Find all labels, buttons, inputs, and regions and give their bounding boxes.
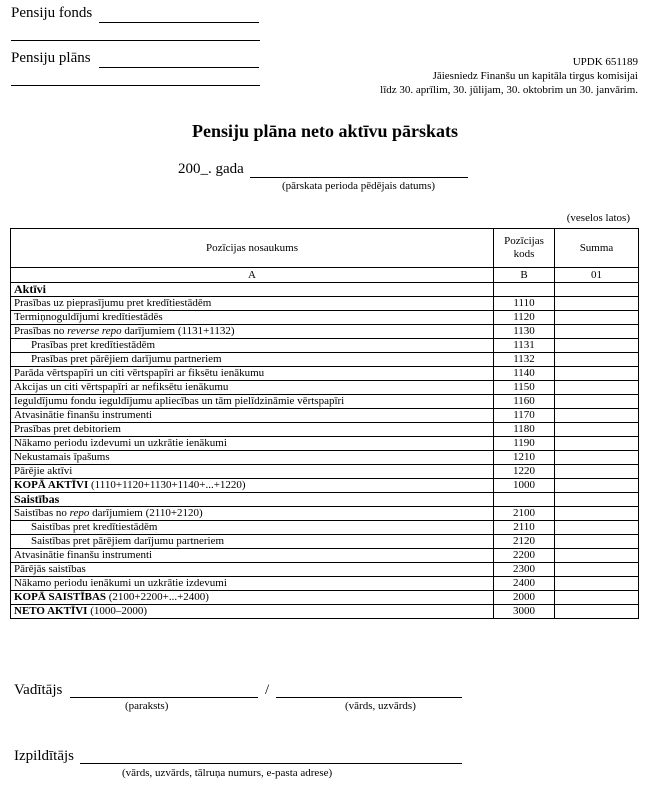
name-caption: (vārds, uzvārds)	[345, 700, 416, 712]
row-name: Saistības pret kredītiestādēm	[11, 521, 494, 535]
row-name-formula: (2100+2200+...+2400)	[106, 591, 209, 603]
row-sum-cell[interactable]	[555, 409, 639, 423]
col-header-name: Pozīcijas nosaukums	[11, 229, 494, 268]
submit-note-2: līdz 30. aprīlim, 30. jūlijam, 30. oktobrim un 30. janvārim.	[380, 84, 638, 96]
row-name	[11, 591, 494, 605]
table-row	[11, 395, 639, 409]
row-name: Prasības pret debitoriem	[11, 423, 494, 437]
table-row	[11, 381, 639, 395]
signature-caption: (paraksts)	[125, 700, 169, 712]
table-row	[11, 563, 639, 577]
table-row	[11, 577, 639, 591]
row-code: 1160	[494, 395, 555, 409]
row-name: Atvasinātie finanšu instrumenti	[11, 549, 494, 563]
row-code: 1120	[494, 311, 555, 325]
table-row	[11, 591, 639, 605]
col-index-code: B	[494, 268, 555, 283]
row-code: 2000	[494, 591, 555, 605]
table-row	[11, 479, 639, 493]
row-code	[494, 493, 555, 507]
row-code: 3000	[494, 605, 555, 619]
page-title: Pensiju plāna neto aktīvu pārskats	[191, 121, 459, 141]
slash-separator: /	[265, 682, 270, 698]
form-code: UPDK 651189	[572, 56, 638, 68]
row-name: Nekustamais īpašums	[11, 451, 494, 465]
date-prefix: 200_. gada	[178, 161, 244, 177]
row-code: 1140	[494, 367, 555, 381]
row-code: 1150	[494, 381, 555, 395]
row-name-bold: KOPĀ AKTĪVI	[14, 479, 89, 491]
row-code: 1131	[494, 339, 555, 353]
row-name: Termiņnoguldījumi kredītiestādēs	[11, 311, 494, 325]
table-row	[11, 339, 639, 353]
row-code: 1000	[494, 479, 555, 493]
table-row	[11, 451, 639, 465]
row-name: Aktīvi	[11, 283, 494, 297]
row-sum-cell[interactable]	[555, 381, 639, 395]
row-sum-cell[interactable]	[555, 535, 639, 549]
row-name: Nākamo periodu ienākumi un uzkrātie izdevumi	[11, 577, 494, 591]
executor-field[interactable]	[80, 763, 462, 764]
row-sum-cell[interactable]	[555, 563, 639, 577]
row-sum-cell[interactable]	[555, 339, 639, 353]
col-header-sum: Summa	[555, 229, 639, 268]
row-name: Saistības pret pārējiem darījumu partneriem	[11, 535, 494, 549]
date-caption: (pārskata perioda pēdējais datums)	[282, 180, 436, 192]
table-row	[11, 507, 639, 521]
row-code: 2100	[494, 507, 555, 521]
row-name-bold: KOPĀ SAISTĪBAS	[14, 591, 107, 603]
row-name: Prasības no reverse repo darījumiem (1131+1132)	[11, 325, 494, 339]
row-code: 1210	[494, 451, 555, 465]
row-name: Prasības pret pārējiem darījumu partneriem	[11, 353, 494, 367]
col-header-code: Pozīcijas kods	[494, 229, 555, 268]
row-sum-cell[interactable]	[555, 325, 639, 339]
manager-label: Vadītājs	[14, 682, 63, 698]
manager-name-field[interactable]	[276, 697, 462, 698]
table-row	[11, 521, 639, 535]
row-name: Prasības pret kredītiestādēm	[11, 339, 494, 353]
table-row	[11, 493, 639, 507]
row-sum-cell[interactable]	[555, 507, 639, 521]
row-code: 2120	[494, 535, 555, 549]
pension-fund-field-2[interactable]	[11, 40, 260, 41]
table-row	[11, 605, 639, 619]
table-row	[11, 423, 639, 437]
row-sum-cell[interactable]	[555, 395, 639, 409]
row-name: Saistības	[11, 493, 494, 507]
row-sum-cell[interactable]	[555, 437, 639, 451]
executor-label: Izpildītājs	[14, 748, 74, 764]
row-code: 1190	[494, 437, 555, 451]
pension-plan-label: Pensiju plāns	[11, 50, 91, 66]
row-name	[11, 605, 494, 619]
row-name: Atvasinātie finanšu instrumenti	[11, 409, 494, 423]
row-name-bold: NETO AKTĪVI	[14, 605, 88, 617]
net-assets-table	[10, 228, 639, 619]
submit-note-1: Jāiesniedz Finanšu un kapitāla tirgus komisijai	[432, 70, 638, 82]
row-sum-cell[interactable]	[555, 353, 639, 367]
pension-fund-field[interactable]	[99, 22, 259, 23]
table-row	[11, 549, 639, 563]
table-row	[11, 311, 639, 325]
row-sum-cell	[555, 283, 639, 297]
row-code: 1180	[494, 423, 555, 437]
row-sum-cell[interactable]	[555, 367, 639, 381]
row-code: 1220	[494, 465, 555, 479]
row-name: Pārējie aktīvi	[11, 465, 494, 479]
row-name: Akcijas un citi vērtspapīri ar nefiksētu ienākumu	[11, 381, 494, 395]
table-row	[11, 535, 639, 549]
row-name-formula: (1000–2000)	[87, 605, 148, 617]
table-row	[11, 465, 639, 479]
row-sum-cell[interactable]	[555, 423, 639, 437]
row-sum-cell[interactable]	[555, 577, 639, 591]
row-code: 2400	[494, 577, 555, 591]
row-name-formula: (1110+1120+1130+1140+...+1220)	[88, 479, 246, 491]
manager-signature-field[interactable]	[70, 697, 258, 698]
table-row	[11, 283, 639, 297]
table-row	[11, 325, 639, 339]
row-code: 2300	[494, 563, 555, 577]
row-sum-cell[interactable]	[555, 549, 639, 563]
row-code: 1110	[494, 297, 555, 311]
row-name: Ieguldījumu fondu ieguldījumu apliecības un tām pielīdzināmie vērtspapīri	[11, 395, 494, 409]
row-sum-cell[interactable]	[555, 311, 639, 325]
table-row	[11, 367, 639, 381]
executor-caption: (vārds, uzvārds, tālruņa numurs, e-pasta adrese)	[122, 767, 333, 779]
table-row	[11, 297, 639, 311]
row-code: 1132	[494, 353, 555, 367]
row-sum-cell[interactable]	[555, 605, 639, 619]
row-sum-cell[interactable]	[555, 465, 639, 479]
row-code	[494, 283, 555, 297]
row-sum-cell[interactable]	[555, 521, 639, 535]
col-index-name: A	[11, 268, 494, 283]
row-code: 1130	[494, 325, 555, 339]
row-code: 1170	[494, 409, 555, 423]
units-note: (veselos latos)	[566, 212, 630, 224]
row-name: Nākamo periodu izdevumi un uzkrātie ienākumi	[11, 437, 494, 451]
table-row	[11, 409, 639, 423]
date-field[interactable]	[250, 177, 468, 178]
row-sum-cell	[555, 493, 639, 507]
row-name	[11, 479, 494, 493]
row-name: Saistības no repo darījumiem (2110+2120)	[11, 507, 494, 521]
col-index-sum: 01	[555, 268, 639, 283]
row-name: Pārējās saistības	[11, 563, 494, 577]
table-row	[11, 353, 639, 367]
row-name: Parāda vērtspapīri un citi vērtspapīri ar fiksētu ienākumu	[11, 367, 494, 381]
row-code: 2110	[494, 521, 555, 535]
pension-fund-label: Pensiju fonds	[11, 5, 93, 21]
row-sum-cell[interactable]	[555, 451, 639, 465]
row-name: Prasības uz pieprasījumu pret kredītiestādēm	[11, 297, 494, 311]
row-sum-cell[interactable]	[555, 591, 639, 605]
row-code: 2200	[494, 549, 555, 563]
table-row	[11, 437, 639, 451]
row-sum-cell[interactable]	[555, 479, 639, 493]
row-sum-cell[interactable]	[555, 297, 639, 311]
pension-plan-field[interactable]	[99, 67, 259, 68]
pension-plan-field-2[interactable]	[11, 85, 260, 86]
